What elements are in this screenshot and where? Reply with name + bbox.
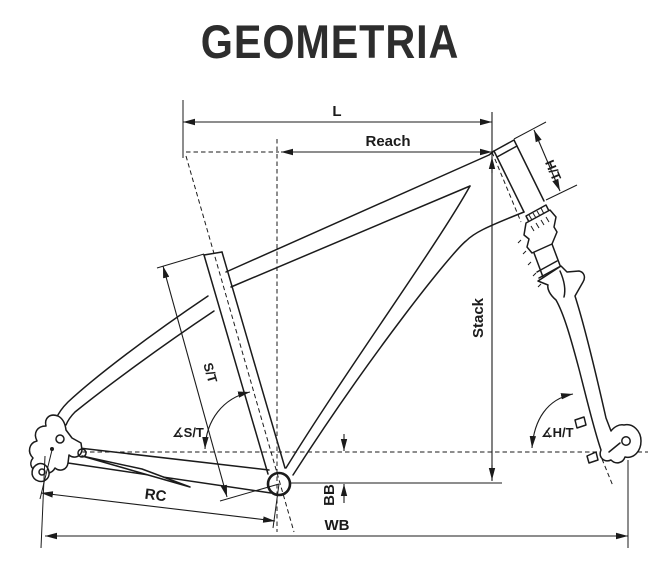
- down-tube-upper-edge: [286, 186, 470, 468]
- label-reach: Reach: [365, 133, 411, 150]
- top-tube-lower-edge: [231, 186, 470, 287]
- fork: [518, 205, 641, 463]
- chainstay-lower-edge: [68, 463, 271, 493]
- label-seat-tube-angle: ∡S/T: [172, 425, 204, 440]
- label-rear-center: RC: [143, 485, 168, 506]
- steering-axis-dashed-line: [492, 152, 521, 222]
- chainstay-upper-edge: [79, 448, 269, 470]
- label-top-tube-length: L: [332, 103, 342, 120]
- st-top-tick: [157, 254, 204, 268]
- label-head-tube-angle: ∡H/T: [541, 425, 574, 440]
- frame: [30, 140, 641, 495]
- label-seat-tube: S/T: [200, 360, 221, 385]
- label-wheelbase: WB: [324, 517, 350, 534]
- head-tube-right-edge: [514, 140, 544, 201]
- seat-stay-upper-edge: [56, 296, 208, 419]
- seat-tube-top-face: [204, 252, 222, 255]
- fork-mount-tab-lower: [587, 452, 598, 463]
- seat-tube-axis-dashed-line: [186, 156, 294, 532]
- extension-lines: [40, 100, 628, 548]
- label-head-tube: H/T: [542, 157, 565, 183]
- stanchion-right-edge: [552, 244, 561, 268]
- chainstay-guard-plate: [82, 456, 190, 487]
- front-hub-dashed-line: [602, 459, 613, 486]
- ht-top-tick: [514, 122, 546, 139]
- down-tube-lower-edge: [293, 212, 524, 475]
- head-tube-left-edge: [494, 151, 524, 212]
- fork-mount-tab-upper: [575, 417, 586, 428]
- seat-tube-right-edge: [222, 252, 285, 468]
- reference-lines: [30, 139, 648, 532]
- dimension-labels: [144, 103, 574, 534]
- ht-bottom-tick: [546, 185, 577, 200]
- label-stack: Stack: [470, 297, 487, 339]
- label-bottom-bracket: BB: [321, 484, 338, 506]
- rear-dropout: [30, 415, 86, 481]
- page-title: GEOMETRIA: [200, 15, 460, 68]
